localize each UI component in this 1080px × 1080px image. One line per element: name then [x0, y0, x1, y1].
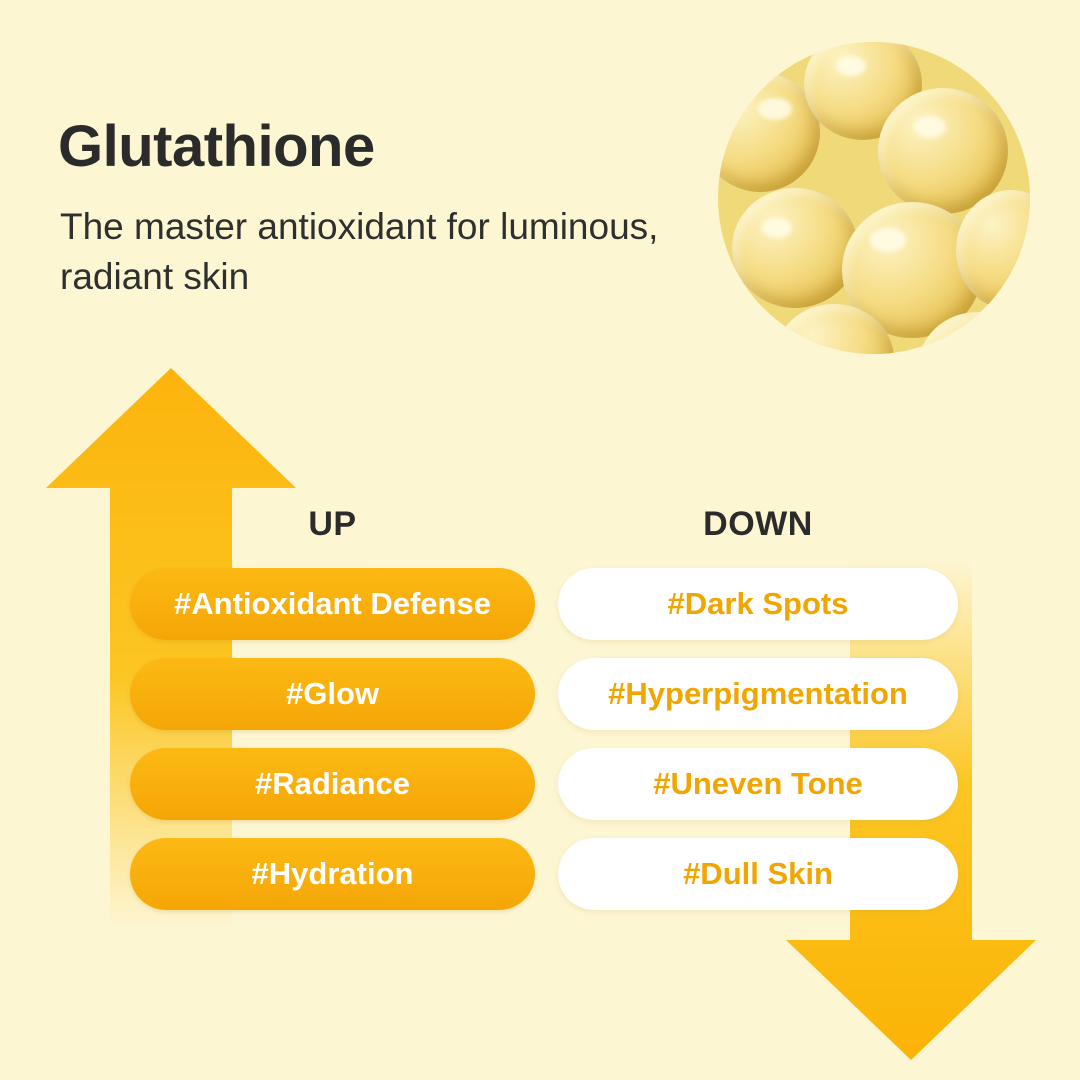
pill-up-4-label: #Hydration — [251, 856, 414, 891]
pill-up-3-label: #Radiance — [254, 766, 411, 801]
pill-up-4[interactable] — [130, 838, 535, 910]
product-photo — [718, 42, 1030, 354]
column-down — [558, 505, 958, 928]
column-down-heading: DOWN — [703, 505, 813, 543]
page-subtitle: The master antioxidant for luminous, radiant skin — [60, 206, 659, 297]
pill-down-2[interactable] — [558, 658, 958, 730]
pill-down-3-label: #Uneven Tone — [653, 766, 863, 801]
pill-down-4-label: #Dull Skin — [683, 856, 833, 891]
pill-up-3[interactable] — [130, 748, 535, 820]
page-title: Glutathione — [58, 114, 375, 179]
pill-down-2-label: #Hyperpigmentation — [608, 676, 908, 711]
column-up — [130, 505, 535, 928]
pill-down-1-label: #Dark Spots — [667, 586, 849, 621]
column-up-heading: UP — [308, 505, 357, 543]
pill-down-1[interactable] — [558, 568, 958, 640]
pill-up-2-label: #Glow — [285, 676, 379, 711]
pill-up-1-label: #Antioxidant Defense — [174, 586, 491, 621]
pill-up-2[interactable] — [130, 658, 535, 730]
pill-down-3[interactable] — [558, 748, 958, 820]
pill-up-1[interactable] — [130, 568, 535, 640]
pill-down-4[interactable] — [558, 838, 958, 910]
